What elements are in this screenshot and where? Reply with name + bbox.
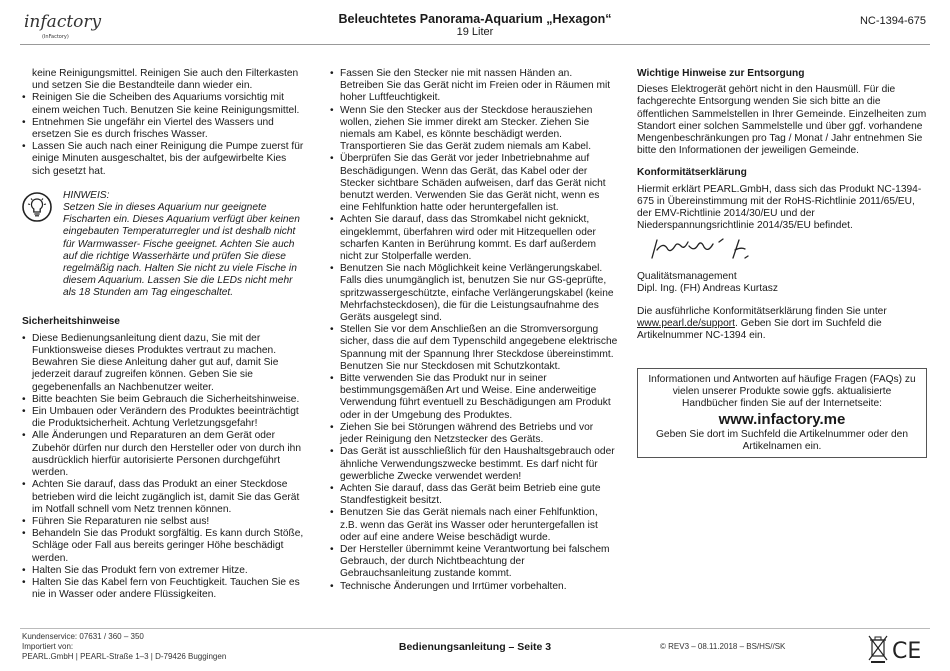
list-item: • Achten Sie darauf, dass das Produkt an einer Steckdose betrieben wird die leicht zugänglich ist, damit Sie das Gerät im Notfall schnell vom Netz trennen können. (22, 479, 304, 516)
list-item: • Wenn Sie den Stecker aus der Steckdose herausziehen wollen, ziehen Sie immer direkt am Stecker. Ziehen Sie niemals am Kabel, es könnte beschädigt werden. Transportieren Sie das Gerät zudem niemals am Kabel. (330, 105, 618, 154)
page-number: Bedienungsanleitung – Seite 3 (398, 641, 552, 653)
list-item: • Bitte beachten Sie beim Gebrauch die Sicherheitshinweise. (22, 394, 304, 406)
list-item: • Führen Sie Reparaturen nie selbst aus! (22, 516, 304, 528)
list-item: • Ein Umbauen oder Verändern des Produktes beeinträchtigt die Produktsicherheit. Achtung Verletzungsgefahr! (22, 406, 304, 430)
ce-mark-icon: CE (892, 639, 922, 664)
revision-info: © REV3 – 08.11.2018 – BS/HS//SK (660, 642, 786, 651)
list-item: • Lassen Sie auch nach einer Reinigung die Pumpe zuerst für einige Minuten ausgeschaltet, bis der aufgewirbelte Kies sich gesetzt hat. (22, 141, 304, 178)
signer-name: Dipl. Ing. (FH) Andreas Kurtasz (637, 282, 778, 294)
header-divider (20, 44, 930, 45)
document-title: Beleuchtetes Panorama-Aquarium „Hexagon“ (338, 12, 612, 26)
conformity-text: Hiermit erklärt PEARL.GmbH, dass sich das Produkt NC-1394-675 in Übereinstimmung mit der RoHS-Richtlinie 2011/65/EU, der EMV-Richtlinie 2014/30/EU und der Niederspannungsrichtlinie 2014/35/EU befindet. (637, 183, 922, 232)
safety-list (22, 333, 304, 601)
document-subtitle: 19 Liter (456, 26, 494, 38)
logo-wordmark: infactory (24, 12, 102, 32)
importer-address: PEARL.GmbH | PEARL-Straße 1–3 | D-79426 Buggingen (22, 652, 227, 661)
support-link[interactable]: www.pearl.de/support (637, 318, 735, 330)
list-item: • Achten Sie darauf, dass das Gerät beim Betrieb eine gute Standfestigkeit besitzt. (330, 483, 618, 507)
faq-url[interactable]: www.infactory.me (718, 411, 846, 428)
handwritten-signature (649, 236, 789, 264)
list-item: • Der Hersteller übernimmt keine Verantwortung bei falschem Gebrauch, der durch Nichtbeachtung der Gebrauchsanleitung zustande kommt. (330, 544, 618, 581)
list-item: • Benutzen Sie das Gerät niemals nach einer Fehlfunktion, z.B. wenn das Gerät ins Wasser oder heruntergefallen ist oder auf eine andere Weise beschädigt wurde. (330, 507, 618, 544)
faq-text: Informationen und Antworten auf häufige Fragen (FAQs) zu vielen unserer Produkte sowie ggfs. aktualisierte Handbücher finden Sie auf der Internetseite: (648, 374, 916, 409)
list-item: • Überprüfen Sie das Gerät vor jeder Inbetriebnahme auf Beschädigungen. Wenn das Gerät, das Kabel oder der Stecker sichtbare Schäden aufweisen, darf das Gerät nicht benutzt werden. Verwenden Sie das Gerät nicht, wenn es eine Fehlfunktion hatte oder heruntergefallen ist. (330, 153, 618, 214)
list-item: • Benutzen Sie nach Möglichkeit keine Verlängerungskabel. Falls dies unumgänglich ist, benutzen Sie nur GS-geprüfte, spritzwassergeschützte, einfache Verlängerungskabel (keine Mehrfachsteckdosen), die für die Leistungsaufnahme des Geräts ausgelegt sind. (330, 263, 618, 324)
list-item: • Stellen Sie vor dem Anschließen an die Stromversorgung sicher, dass die auf dem Typenschild angegebene elektrische Spannung mit der Spannung Ihrer Steckdose übereinstimmt. Benutzen Sie nur Steckdosen mit Schutzkontakt. (330, 324, 618, 373)
infactory-logo (22, 8, 102, 42)
list-item: • Reinigen Sie die Scheiben des Aquariums vorsichtig mit einem weichen Tuch. Benutzen Sie keine Reinigungsmittel. (22, 92, 304, 116)
page-footer (0, 628, 950, 671)
disposal-heading: Wichtige Hinweise zur Entsorgung (637, 68, 805, 79)
column-right (637, 68, 929, 343)
article-number: NC-1394-675 (859, 15, 926, 27)
importer-label: Importiert von: (22, 642, 74, 651)
crossed-bin-icon (869, 636, 887, 663)
support-text (637, 306, 929, 343)
list-item: • Behandeln Sie das Produkt sorgfältig. Es kann durch Stöße, Schläge oder Fall aus bereits geringer Höhe beschädigt werden. (22, 528, 304, 565)
footer-contact (22, 632, 226, 662)
list-item: • Technische Änderungen und Irrtümer vorbehalten. (330, 581, 618, 593)
cleaning-list (22, 92, 304, 177)
customer-service: Kundenservice: 07631 / 360 – 350 (22, 632, 144, 641)
conformity-heading: Konformitätserklärung (637, 167, 747, 179)
list-item: • Halten Sie das Produkt fern von extremer Hitze. (22, 565, 304, 577)
list-item: • Bitte verwenden Sie das Produkt nur in seiner bestimmungsgemäßen Art und Weise. Eine anderweitige Verwendung führt eventuell zu Beschädigungen am Produkt oder in der Umgebung des Produktes. (330, 373, 618, 422)
compliance-marks (868, 634, 930, 664)
list-item: • Das Gerät ist ausschließlich für den Haushaltsgebrauch oder ähnliche Verwendungszwecke bestimmt. Es darf nicht für gewerbliche Zwecke verwendet werden! (330, 446, 618, 483)
list-item: • Diese Bedienungsanleitung dient dazu, Sie mit der Funktionsweise dieses Produktes vertraut zu machen. Bewahren Sie diese Anleitung daher gut auf, damit Sie jederzeit darauf zugreifen können. Geben Sie sie gegebenenfalls an Nachbenutzer weiter. (22, 333, 304, 394)
faq-tail: Geben Sie dort im Suchfeld die Artikelnummer oder den Artikelnamen ein. (656, 429, 908, 452)
list-item: • Fassen Sie den Stecker nie mit nassen Händen an. Betreiben Sie das Gerät nicht im Freien oder in Räumen mit hoher Luftfeuchtigkeit. (330, 68, 618, 105)
list-item: • Halten Sie das Kabel fern von Feuchtigkeit. Tauchen Sie es nie in Wasser oder andere Flüssigkeiten. (22, 577, 304, 601)
logo-subtext: (InFactory) (42, 34, 69, 40)
continuation-text: keine Reinigungsmittel. Reinigen Sie auch den Filterkasten und setzen Sie die Bestandteile dann wieder ein. (32, 68, 299, 92)
lightbulb-hint-icon (22, 192, 52, 222)
hint-text: Setzen Sie in dieses Aquarium nur geeignete Fischarten ein. Dieses Aquarium verfügt über keinen eingebauten Temperaturregler und ist deshalb nicht für Warmwasser- Fische geeignet. Achten Sie auch auf die richtige Wasserhärte und prüfen Sie diese regelmäßig nach. Halten Sie nicht zu viele Fische in diesem Aquarium. Lassen Sie die LEDs nicht mehr als 18 Stunden am Tag eingeschaltet. (63, 202, 300, 299)
list-item: • Ziehen Sie bei Störungen während des Betriebs und vor jeder Reinigung den Netzstecker des Geräts. (330, 422, 618, 446)
disposal-text: Dieses Elektrogerät gehört nicht in den Hausmüll. Für die fachgerechte Entsorgung wenden Sie sich bitte an die öffentlichen Sammelstellen in Ihrer Gemeinde. Einzelheiten zum Standort einer solchen Sammelstelle und über ggf. vorhandene Mengenbeschränkungen pro Tag / Monat / Jahr entnehmen Sie bitte den Informationen der jeweiligen Gemeinde. (637, 84, 927, 157)
hint-box (22, 190, 304, 300)
column-left (22, 68, 304, 601)
safety-list-continued (330, 68, 618, 593)
page-header (0, 0, 950, 44)
signer-role: Qualitätsmanagement (637, 270, 737, 282)
list-item: • Achten Sie darauf, dass das Stromkabel nicht geknickt, eingeklemmt, überfahren wird oder mit Hitzequellen oder scharfen Kanten in Berührung kommt. Es darf außerdem nicht zur Stolperfalle werden. (330, 214, 618, 263)
list-item: • Alle Änderungen und Reparaturen an dem Gerät oder Zubehör dürfen nur durch den Hersteller oder von durch ihn ausdrücklich hierfür autorisierte Personen durchgeführt werden. (22, 430, 304, 479)
column-middle (330, 68, 618, 593)
support-text-post: . Geben Sie dort im Suchfeld die Artikelnummer NC-1394 ein. (637, 318, 882, 342)
support-text-pre: Die ausführliche Konformitätserklärung finden Sie unter (637, 306, 887, 318)
safety-heading: Sicherheitshinweise (22, 315, 120, 327)
faq-box (637, 368, 927, 458)
hint-title: HINWEIS: (63, 189, 110, 201)
list-item: • Entnehmen Sie ungefähr ein Viertel des Wassers und ersetzen Sie es durch frisches Wasser. (22, 117, 304, 141)
